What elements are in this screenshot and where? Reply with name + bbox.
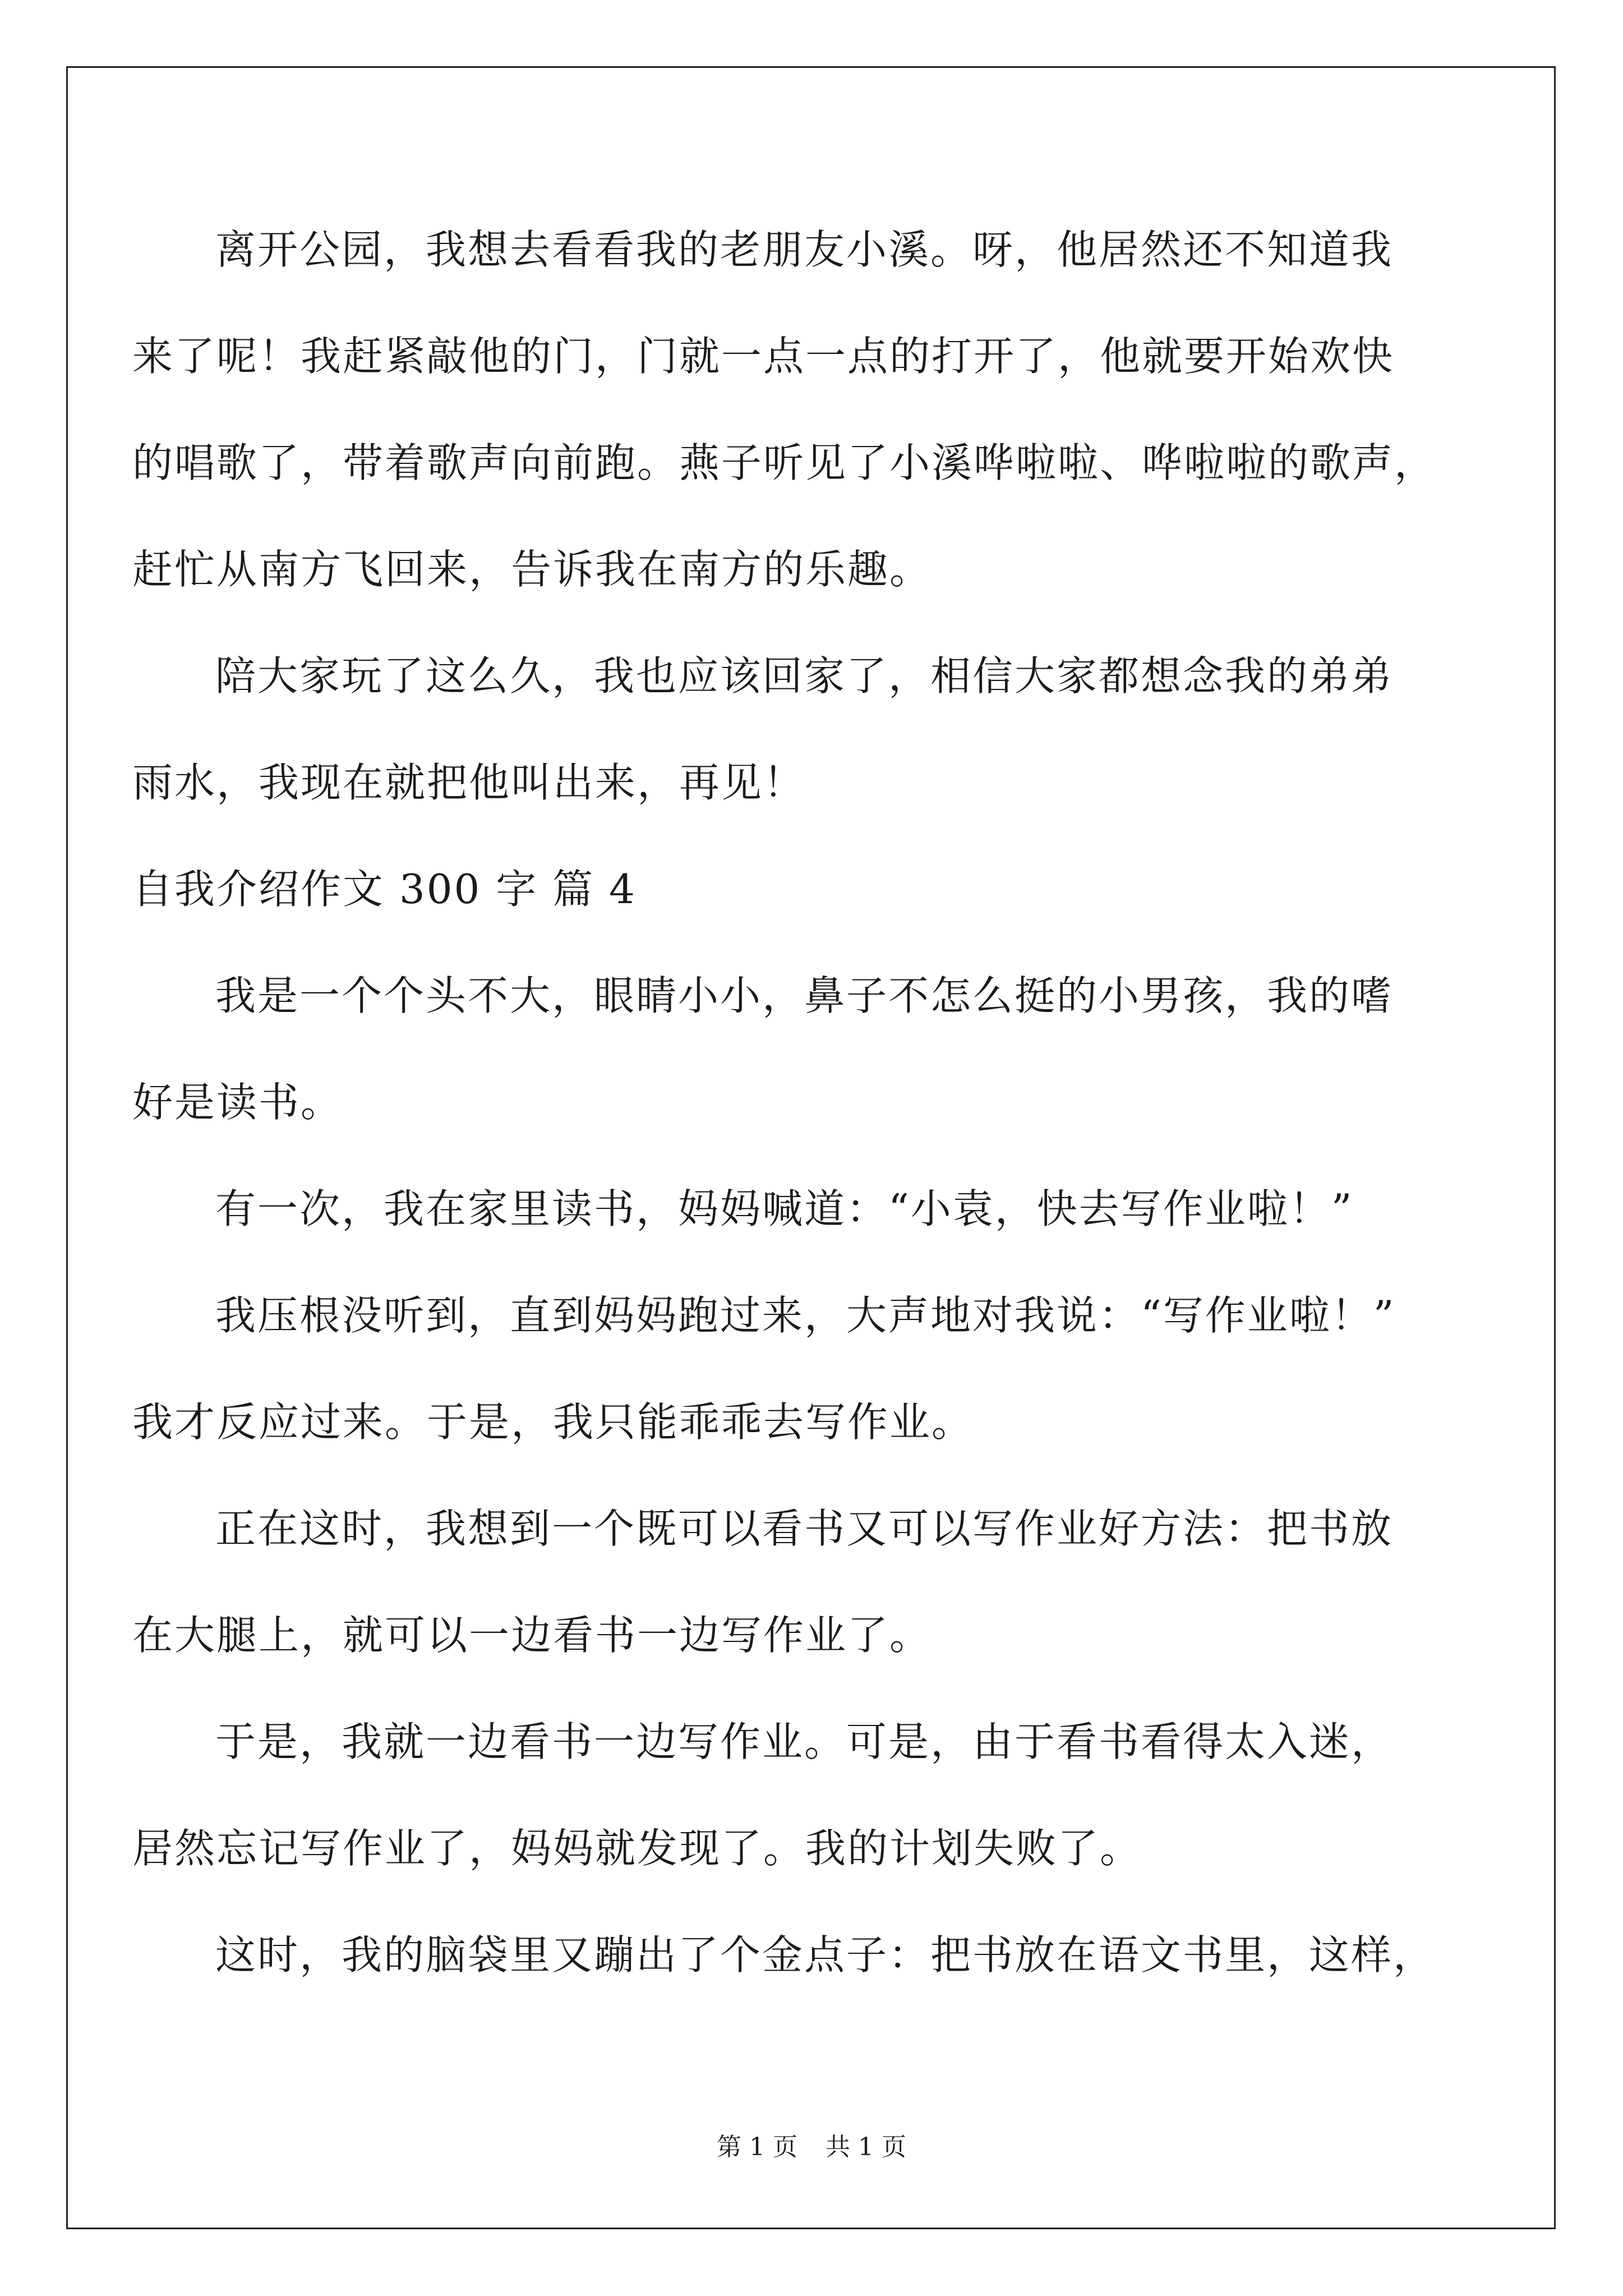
text-line: 我才反应过来。于是，我只能乖乖去写作业。 xyxy=(132,1398,974,1446)
page-border xyxy=(66,66,1556,2229)
text-line: 陪大家玩了这么久，我也应该回家了，相信大家都想念我的弟弟 xyxy=(215,652,1394,700)
text-line: 我是一个个头不大，眼睛小小，鼻子不怎么挺的小男孩，我的嗜 xyxy=(215,972,1394,1019)
text-line: 居然忘记写作业了，妈妈就发现了。我的计划失败了。 xyxy=(132,1825,1142,1872)
text-line: 来了呢！我赶紧敲他的门，门就一点一点的打开了，他就要开始欢快 xyxy=(132,333,1395,380)
text-line: 的唱歌了，带着歌声向前跑。燕子听见了小溪哗啦啦、哗啦啦的歌声， xyxy=(132,439,1437,486)
text-line: 雨水，我现在就把他叫出来，再见！ xyxy=(132,759,806,806)
page-footer xyxy=(0,2131,1623,2164)
page-number: 第 1 页 xyxy=(717,2133,797,2161)
text-line: 有一次，我在家里读书，妈妈喊道：“小袁，快去写作业啦！” xyxy=(215,1185,1354,1232)
text-line: 正在这时，我想到一个既可以看书又可以写作业好方法：把书放 xyxy=(215,1505,1394,1552)
text-line: 在大腿上，就可以一边看书一边写作业了。 xyxy=(132,1612,932,1659)
text-line: 离开公园，我想去看看我的老朋友小溪。呀，他居然还不知道我 xyxy=(215,226,1394,273)
page-total: 共 1 页 xyxy=(826,2133,906,2161)
text-line: 好是读书。 xyxy=(132,1079,343,1126)
text-line: 于是，我就一边看书一边写作业。可是，由于看书看得太入迷， xyxy=(215,1718,1394,1765)
section-heading: 自我介绍作文 300 字 篇 4 xyxy=(132,866,637,913)
text-line: 赶忙从南方飞回来，告诉我在南方的乐趣。 xyxy=(132,546,932,593)
text-line: 这时，我的脑袋里又蹦出了个金点子：把书放在语文书里，这样， xyxy=(215,1931,1436,1978)
text-line: 我压根没听到，直到妈妈跑过来，大声地对我说：“写作业啦！” xyxy=(215,1292,1396,1339)
